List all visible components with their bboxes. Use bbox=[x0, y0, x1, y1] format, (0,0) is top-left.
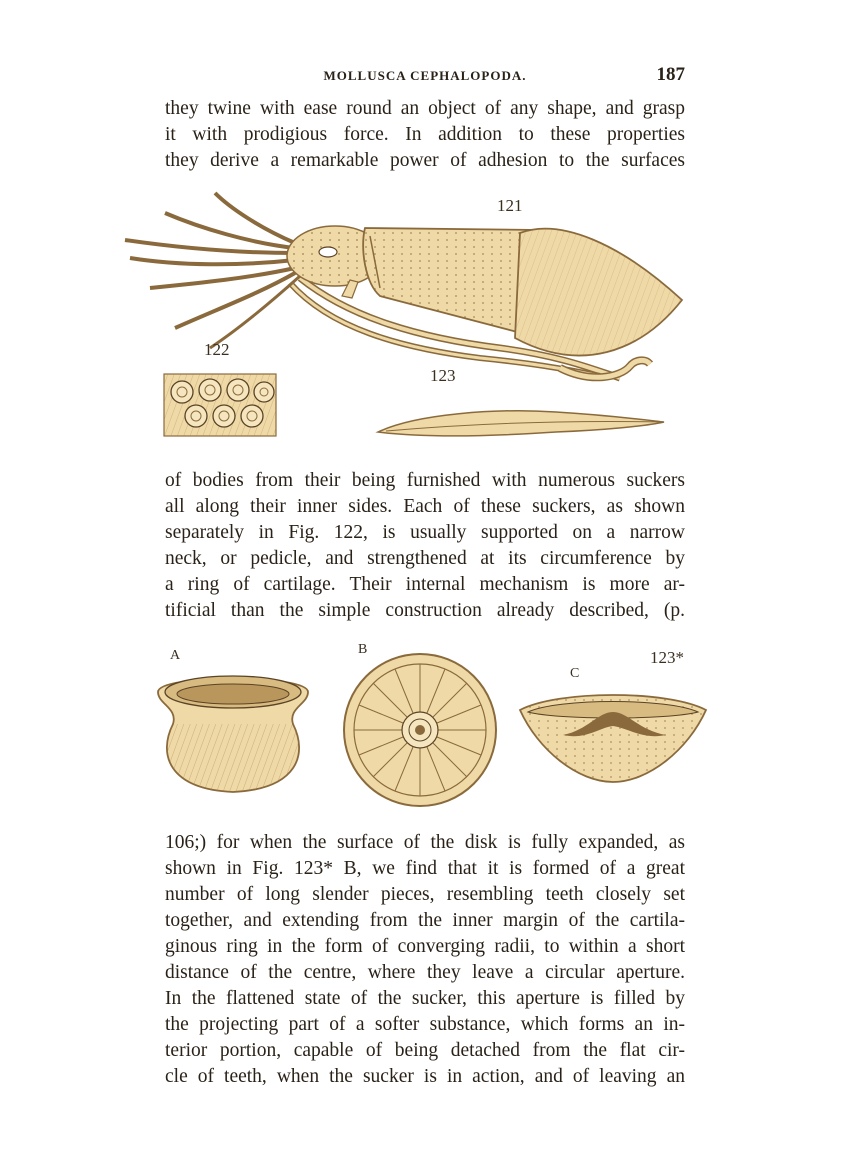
paragraph-2 bbox=[165, 468, 685, 624]
figure-123-star-label: 123* bbox=[650, 648, 684, 667]
text-line: distance of the centre, where they leave a circular aperture. bbox=[165, 962, 685, 983]
running-title: MOLLUSCA CEPHALOPODA. bbox=[323, 68, 527, 83]
text-line: separately in Fig. 122, is usually supported on a narrow bbox=[165, 522, 685, 543]
text-line: terior portion, capable of being detached from the flat cir- bbox=[165, 1040, 685, 1061]
text-line: 106;) for when the surface of the disk is fully expanded, as bbox=[165, 832, 685, 853]
sucker-face-view-b bbox=[340, 650, 500, 810]
figure-b-label: B bbox=[358, 642, 368, 657]
text-line: tificial than the simple construction already described, (p. bbox=[165, 600, 685, 621]
text-line: a ring of cartilage. Their internal mechanism is more ar- bbox=[165, 574, 685, 595]
page-number: 187 bbox=[656, 64, 685, 85]
figure-122-label: 122 bbox=[204, 340, 230, 359]
text-line: ginous ring in the form of converging radii, to within a short bbox=[165, 936, 685, 957]
paragraph-3 bbox=[165, 830, 685, 1090]
figure-121-label: 121 bbox=[497, 196, 523, 215]
text-line: neck, or pedicle, and strengthened at its circumference by bbox=[165, 548, 685, 569]
running-head bbox=[165, 64, 685, 88]
sucker-side-view-a bbox=[148, 664, 318, 804]
text-line: of bodies from their being furnished with numerous suckers bbox=[165, 470, 685, 491]
text-line: the projecting part of a softer substance, which forms an in- bbox=[165, 1014, 685, 1035]
sucker-section-view-c bbox=[518, 690, 708, 790]
figure-a-label: A bbox=[170, 648, 181, 663]
text-line: it with prodigious force. In addition to these properties bbox=[165, 124, 685, 145]
text-line: shown in Fig. 123* B, we find that it is formed of a great bbox=[165, 858, 685, 879]
text-line: number of long slender pieces, resembling teeth closely set bbox=[165, 884, 685, 905]
text-line: cle of teeth, when the sucker is in action, and of leaving an bbox=[165, 1066, 685, 1087]
text-line: they derive a remarkable power of adhesion to the surfaces bbox=[165, 150, 685, 171]
text-line: they twine with ease round an object of any shape, and grasp bbox=[165, 98, 685, 119]
pen-gladius-illustration bbox=[376, 404, 666, 444]
text-line: In the flattened state of the sucker, this aperture is filled by bbox=[165, 988, 685, 1009]
text-line: all along their inner sides. Each of these suckers, as shown bbox=[165, 496, 685, 517]
paragraph-1 bbox=[165, 96, 685, 174]
text-line: together, and extending from the inner margin of the cartila- bbox=[165, 910, 685, 931]
sucker-row-illustration bbox=[162, 372, 282, 442]
figure-123-label: 123 bbox=[430, 366, 456, 385]
figure-c-label: C bbox=[570, 666, 580, 681]
